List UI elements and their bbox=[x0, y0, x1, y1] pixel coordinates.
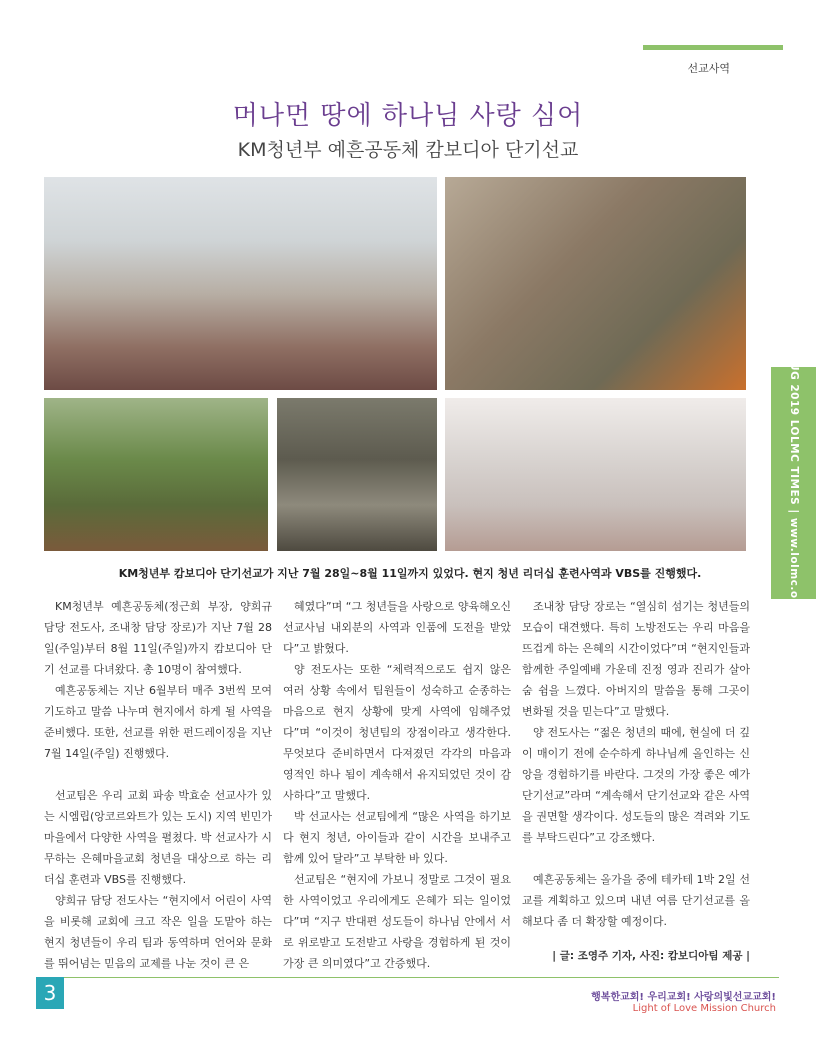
top-rule bbox=[643, 45, 783, 50]
article-column-2 bbox=[283, 596, 511, 974]
paragraph: 박 선교사는 선교팀에게 “많은 사역을 하기보다 현지 청년, 아이들과 같이 시간을 보내주고 함께 있어 달라”고 부탁한 바 있다. bbox=[283, 810, 511, 865]
paragraph: 혜였다”며 “그 청년들을 사랑으로 양육해오신 선교사님 내외분의 사역과 인품에 도전을 받았다”고 밝혔다. bbox=[283, 600, 511, 655]
photo-field-work bbox=[44, 398, 268, 551]
section-label: 선교사역 bbox=[687, 62, 730, 75]
photo-credit: | 글: 조영주 기자, 사진: 캄보디아팀 제공 | bbox=[552, 950, 750, 962]
side-tab-text: AUG 2019 LOLMC TIMES | www.lolmc.org bbox=[787, 353, 800, 613]
article-column-1 bbox=[44, 596, 272, 974]
article-subtitle: KM청년부 예흔공동체 캄보디아 단기선교 bbox=[237, 139, 579, 161]
footer-church-name: Light of Love Mission Church bbox=[632, 1003, 776, 1014]
paragraph: KM청년부 예흔공동체(정근희 부장, 양희규 담당 전도사, 조내창 담당 장로)가 지난 7월 28일(주일)부터 8월 11일(주일)까지 캄보디아 단기 선교를 다녀왔다. 총 10명이 참여했다. bbox=[44, 600, 272, 676]
paragraph: 양희규 담당 전도사는 “현지에서 어린이 사역을 비롯해 교회에 크고 작은 일을 도맡아 하는 현지 청년들이 우리 팀과 동역하며 언어와 문화를 뛰어넘는 믿음의 교제를 나눈 것이 큰 은 bbox=[44, 894, 272, 970]
paragraph: 예흔공동체는 올가을 중에 테카테 1박 2일 선교를 계획하고 있으며 내년 여름 단기선교를 올해보다 좀 더 확장할 예정이다. bbox=[522, 873, 750, 928]
bottom-rule bbox=[44, 977, 779, 978]
photo-caption: KM청년부 캄보디아 단기선교가 지난 7월 28일~8월 11일까지 있었다. 현지 청년 리더십 훈련사역과 VBS를 진행했다. bbox=[118, 567, 702, 580]
photo-group-temple bbox=[277, 398, 437, 551]
paragraph: 예흔공동체는 지난 6월부터 매주 3번씩 모여 기도하고 말씀 나누며 현지에서 하게 될 사역을 준비했다. 또한, 선교를 위한 펀드레이징을 지난 7월 14일(주일) 진행했다. bbox=[44, 684, 272, 760]
photo-vbs-crafts bbox=[445, 398, 746, 551]
paragraph: 양 전도사는 또한 “체력적으로도 쉽지 않은 여러 상황 속에서 팀원들이 성숙하고 순종하는 마음으로 현지 상황에 맞게 사역에 임해주었다”며 “이것이 청년팀의 장점이라고 생각한다. 무엇보다 준비하면서 다져졌던 각각의 마음과 영적인 하나 됨이 계속해서 유지되었던 것이 감사하다”고 말했다. bbox=[283, 663, 511, 802]
paragraph: 양 전도사는 “젊은 청년의 때에, 현실에 더 깊이 매이기 전에 순수하게 하나님께 올인하는 신앙을 경험하기를 바란다. 그것의 가장 좋은 예가 단기선교”라며 “계속해서 단기선교와 같은 사역을 권면할 생각이다. 성도들의 많은 격려와 기도를 부탁드린다”고 강조했다. bbox=[522, 726, 750, 844]
article-title: 머나먼 땅에 하나님 사랑 심어 bbox=[232, 101, 584, 131]
photo-group-worship bbox=[44, 177, 437, 390]
page-number: 3 bbox=[36, 977, 64, 1009]
paragraph: 선교팀은 우리 교회 파송 박효순 선교사가 있는 시엠립(앙코르와트가 있는 도시) 지역 빈민가 마을에서 다양한 사역을 펼쳤다. 박 선교사가 시무하는 은혜마을교회 청년을 대상으로 하는 리더십 훈련과 VBS를 진행했다. bbox=[44, 789, 272, 886]
footer-slogan: 행복한교회! 우리교회! 사랑의빛선교교회! bbox=[591, 992, 776, 1003]
article-column-3 bbox=[522, 596, 750, 967]
paragraph: 조내창 담당 장로는 “열심히 섬기는 청년들의 모습이 대견했다. 특히 노방전도는 우리 마음을 뜨겁게 하는 은혜의 시간이었다”며 “현지인들과 함께한 주일예배 가운데 진정 영과 진리가 살아 숨 쉼을 느꼈다. 아버지의 말씀을 통해 그곳이 변화될 것을 믿는다”고 말했다. bbox=[522, 600, 750, 718]
paragraph: 선교팀은 “현지에 가보니 정말로 그것이 필요한 사역이었고 우리에게도 은혜가 되는 일이었다”며 “지구 반대편 성도들이 하나님 안에서 서로 위로받고 도전받고 사랑을 경험하게 된 것이 가장 큰 의미였다”고 간증했다. bbox=[283, 873, 511, 970]
photo-children-activity bbox=[445, 177, 746, 390]
